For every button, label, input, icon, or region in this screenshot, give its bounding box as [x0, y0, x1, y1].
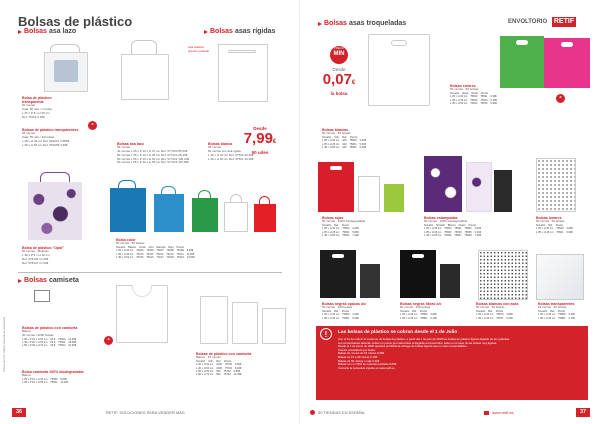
product-line: 60 micras con asa rígida [208, 149, 241, 153]
table-header: Tamaño Blanco Verde Azul Naranja Rojo Precio [116, 246, 184, 249]
footer-stores: 50 TIENDAS EN ESPAÑA [310, 410, 365, 415]
note-rigid: Asa plástico presión pulsado [188, 45, 210, 53]
product-image-tshirt-bag-large [112, 285, 172, 345]
product-line: 25 micras [22, 131, 36, 136]
cart-icon [484, 411, 489, 415]
table-header: Tamaño Ref. Precio [476, 310, 504, 313]
product-p6 [116, 238, 296, 259]
warning-icon: ! [320, 328, 332, 340]
table-row: L 45 x H 55 cm 75814 75815 6,99€ [450, 101, 497, 105]
brand-logo: RETIF [553, 18, 575, 25]
product-title: Bolsas colores [450, 84, 476, 88]
footer-web[interactable]: www.retif.es [484, 410, 514, 415]
product-r6 [322, 302, 397, 320]
table-header: Tamaño Ref. Precio [538, 310, 566, 313]
price-label: Desde [253, 126, 267, 131]
product-image-white-bag-lazo [117, 40, 173, 102]
product-p3 [117, 142, 190, 165]
product-title: Bolsas rojas [322, 216, 344, 220]
product-line: 50 micras · 50 bolsas [116, 241, 145, 246]
product-line: 50 micras · 50 bolsas [476, 305, 505, 310]
right-page [300, 0, 600, 424]
table-row: L 35 x H 40 cm 75210 75211 75212 75213 75214 11,90€ [116, 252, 195, 256]
notice-line: Bolsas de 50 micras o más 0,10€ [338, 358, 380, 363]
table-header: Tamaño Ref. Precio [322, 224, 350, 227]
product-title: Bolsas blanca [208, 142, 233, 146]
notice-title: Las bolsas de plástico se cobran desde el 1 de Julio [338, 330, 458, 335]
product-title: Bolsas lunares [536, 216, 562, 220]
product-r3 [322, 216, 407, 237]
product-line: 50 micras · 50 bolsas [536, 219, 565, 224]
product-line: L 25 x P 8 x H 35 cm [22, 111, 50, 115]
table-header: Tamaño Rosa Verde Precio [450, 92, 489, 95]
product-line: Ref. 75112 6,35€ [22, 114, 45, 119]
product-line: L 38 x P 5 x H 40 cm [22, 253, 50, 257]
table-row: L 25 x H 30 cm 75810 75811 3,99€ [450, 95, 497, 99]
product-image-transparent-bag-r [536, 254, 584, 300]
product-title: Bolsas negras opacas o/c [322, 302, 367, 306]
table-row: L 35 x H 45 cm 75833 75834 75835 6,40€ [424, 230, 482, 234]
eco-badge-icon: ♻ [556, 94, 565, 103]
product-line: 50 micras L 50 x P 10 x H 50 cm Ref. 577222 105,20€ [117, 156, 190, 161]
product-line: 50 micras L 35 x P 10 x H 45 cm Ref. 577221 95,30€ [117, 152, 188, 157]
sale-price [318, 67, 360, 96]
price-unit: € [272, 139, 277, 145]
product-line: 50 micras [117, 145, 131, 150]
page-title: Bolsas de plástico [18, 14, 133, 29]
product-image-red-bags [318, 162, 408, 214]
table-row: L 35 x H 45 cm 100 75801 5,30€ [322, 142, 367, 146]
table-row: L 35 x H 45 cm 75881 4,70€ [538, 316, 575, 320]
product-p5 [22, 246, 97, 265]
product-line: 50 micras · 100% biodegradable [322, 219, 366, 224]
product-line: L 30 x H 40 cm Ref. 67500 30,40€ [208, 152, 254, 157]
footer-text: RETIF, SOLUCIONES PARA VENDER MÁS [106, 410, 185, 415]
notice-line: Con el fin de reducir el consumo de bolsas de plástico, a partir del 1 de julio de 2018 las bolsas de plástico ligeras dejarán de ser gratuitas. [338, 337, 510, 341]
product-line: L 40 x H 50 cm Ref. 67501 36,90€ [208, 156, 254, 161]
product-image-opal-bag [26, 172, 84, 242]
table-row: L 45 x H 55 cm 75822 7,40€ [322, 233, 359, 237]
product-title: Bolsas blancas con asas [476, 302, 519, 306]
product-title: Bolsa color [116, 238, 136, 242]
notice-line: Bolsas de menos de 15 micras 0,05€ [338, 351, 385, 356]
product-p7 [22, 326, 107, 348]
table-row: L 45 x H 50 cm 75215 75216 75217 75218 75219 14,50€ [116, 255, 195, 259]
product-image-polka-bag [536, 158, 576, 212]
notice-line: Precios orientativos por bolsa: [338, 347, 376, 352]
product-p9 [196, 352, 291, 376]
table-row: L 45 x H 55 cm 100 75802 6,90€ [322, 145, 367, 149]
table-row: L 35 x H 45 cm 75841 5,90€ [536, 230, 573, 234]
product-line: Caja: 50 uds. / 1 bolsa [22, 107, 52, 112]
sale-badge [330, 46, 348, 64]
table-row: L 25 x H 30 cm 75820 4,20€ [322, 227, 359, 231]
product-line: 35 micras [208, 145, 222, 150]
price-sub: 50 udes [251, 150, 269, 155]
price-unit: € [351, 80, 356, 86]
table-row: L 25 x P 10 x H 40 cm 75650 8,60€ [22, 378, 67, 381]
section-asa-lazo: Bolsas asa lazo [18, 28, 76, 35]
table-header: Tamaño Uds. Ref. Precio [196, 360, 232, 363]
product-line: 40 micras L 25 x P 10 x H 37 cm Ref. 577220 85,90€ [117, 149, 188, 153]
table-row: L 35 x H 45 cm 75812 75813 5,49€ [450, 98, 497, 102]
product-r8 [476, 302, 538, 320]
table-row: L 25 x H 30 cm 75870 3,80€ [476, 313, 513, 317]
product-line: 30 micras / 2000 bolsas [22, 333, 54, 337]
product-image-white-handle-bag [478, 250, 528, 300]
table-row: L 35 x H 45 cm 75871 5,20€ [476, 316, 513, 320]
section-arrow-icon [18, 30, 22, 34]
product-line: L 35 x H 45 cm Ref. 591001 2,985€ [22, 138, 70, 143]
product-title: Bolsas de plástico transparentes [22, 128, 79, 132]
product-line: 50 micras · 50 bolsas [450, 87, 479, 92]
eco-badge-icon: ♻ [88, 121, 97, 130]
table-row: L 35 x P 15 x H 55 cm 75651 11,40€ [22, 381, 69, 385]
product-p8 [22, 370, 107, 385]
product-title: Bolsas asa lazo [117, 142, 144, 146]
table-header: Tamaño Morado Blanco Negro Precio [424, 224, 476, 227]
eco-badge-icon: ♻ [104, 336, 113, 345]
table-row: L 40 x P 20 x H 60 cm 25 € 75601 18,90€ [22, 341, 77, 345]
product-line: 25 micras · 50 bolsas [538, 305, 567, 310]
location-pin-icon [310, 410, 315, 415]
table-row: L 25 x H 30 cm 75205 75206 75207 75208 75209 8,90€ [116, 249, 194, 253]
product-line: L 45 x H 55 cm Ref. 591005 3,99€ [22, 142, 68, 147]
price-offer [238, 126, 282, 155]
product-image-color-bags [110, 178, 290, 234]
table-row: L 40 x H 50 cm 1000 75701 8,20€ [196, 366, 242, 370]
table-row: L 25 x H 30 cm 75850 4,20€ [322, 313, 359, 317]
section-camiseta: Bolsas camiseta [18, 277, 79, 284]
product-line: 50 micras · 100% biodegradable [424, 219, 468, 224]
product-line: 50 micras · 100 bolsas [400, 305, 431, 310]
product-title: Bolsas transparentes [538, 302, 575, 306]
table-row: L 25 x H 30 cm 75830 75831 75832 4,90€ [424, 227, 482, 231]
table-row: L 35 x H 45 cm 75821 5,80€ [322, 230, 359, 234]
notice-body [338, 338, 582, 370]
product-line: 60 micras L 55 x P 10 x H 55 cm Ref. 577223 115,60€ [117, 160, 189, 165]
table-row: L 25 x H 30 cm 75840 4,50€ [536, 227, 573, 231]
price-sub: la bolsa [330, 91, 348, 96]
product-image-black-bags [320, 250, 382, 300]
divider [18, 272, 282, 273]
side-legal-text: Precios sin IVA. Válidos hasta fin de existencias [3, 316, 6, 372]
section-asas-troqueladas: Bolsas asas troqueladas [318, 20, 406, 27]
table-row: L 30 x P 15 x H 50 cm 20 € 75600 14,90€ [22, 337, 77, 341]
notice-line: Bolsas con un 50% de material reciclado 0,05€ [338, 362, 397, 367]
price-value: 0,07 [322, 71, 352, 88]
rigid-handle [228, 50, 256, 53]
product-line: 50 micras · 50 bolsas [322, 131, 351, 136]
section-arrow-icon [318, 22, 322, 26]
product-line: Ref. 578137 17,00€ [22, 260, 49, 265]
notice-panel [316, 326, 588, 400]
table-header: Tamaño Ref. Precio [400, 310, 428, 313]
product-line: Blanco [22, 329, 32, 334]
table-header: Tamaño Ref. Precio [322, 310, 350, 313]
product-line: Ref. 578136 14,40€ [22, 256, 49, 261]
product-r9 [538, 302, 596, 320]
table-row: L 35 x H 45 cm 75861 6,10€ [400, 316, 437, 320]
product-image-transparent-bag [40, 44, 92, 94]
header-label: ENVOLTORIO [508, 19, 548, 25]
table-row: L 30 x H 40 cm 1000 75700 6,50€ [196, 363, 242, 367]
sale-big: MIN [333, 51, 345, 57]
table-row: L 25 x H 30 cm 100 75800 3,90€ [322, 139, 367, 143]
notice-line: Desde el 1 de enero de 2020 quedará prohibida la entrega de bolsas ligeras que no sean compostables. [338, 344, 468, 349]
product-title: Bolsas de plástico con camiseta [196, 352, 252, 356]
price-label: Desde [332, 67, 346, 72]
product-line: Caja: 50 uds / 10 bolsas [22, 135, 55, 139]
product-image-tshirt-bags [200, 290, 290, 345]
page-number: 36 [12, 408, 26, 417]
table-row: L 25 x H 30 cm 75860 4,60€ [400, 313, 437, 317]
table-row: L 35 x H 45 cm 75851 5,60€ [322, 316, 359, 320]
table-row: L 25 x H 30 cm 75880 3,40€ [538, 313, 575, 317]
product-line: Blanco [22, 373, 32, 378]
product-image-black-fiber-bags [400, 250, 462, 300]
section-arrow-icon [204, 30, 208, 34]
product-image-color-diecut [444, 36, 594, 88]
product-r4 [424, 216, 519, 237]
product-line: Blanco · 15 micras [196, 355, 221, 360]
product-p1 [22, 96, 82, 120]
sale-small: PRECIO [334, 47, 344, 50]
table-header: Tamaño Ref. Precio [536, 224, 564, 227]
table-row: L 50 x P 25 x H 70 cm 30 € 75602 22,90€ [22, 344, 77, 348]
product-title: Bolsa de plástico transparente [22, 96, 52, 105]
product-line: 60 micras [22, 103, 36, 108]
product-r1 [322, 128, 412, 149]
page-number: 37 [576, 408, 590, 417]
product-title: Bolsas estampadas [424, 216, 458, 220]
product-r7 [400, 302, 475, 320]
product-title: Bolsas de plástico con camiseta [22, 326, 78, 330]
product-r2 [450, 84, 540, 105]
table-row: L 45 x H 55 cm 75836 75837 75838 7,90€ [424, 233, 482, 237]
product-r5 [536, 216, 596, 234]
product-title: Bolsa de plástico "Opal" [22, 246, 64, 250]
product-title: Bolsa camiseta 100% biodegradable [22, 370, 84, 374]
section-arrow-icon [18, 279, 22, 283]
notice-line: Consulte la normativa vigente en www.retif.es [338, 365, 395, 370]
notice-line: Bolsas de 15 a 49 micras 0,15€ [338, 354, 378, 359]
recycle-icon [34, 290, 50, 302]
table-row: L 50 x H 60 cm 500 75702 9,80€ [196, 369, 241, 373]
product-image-patterned-bags [424, 156, 514, 214]
table-header: Tamaño Uds. Ref. Precio [322, 136, 358, 139]
section-asas-rigidas: Bolsas asas rígidas [204, 28, 275, 35]
price-value: 7,99 [243, 130, 273, 147]
product-image-white-diecut [368, 34, 430, 108]
notice-line: Los comerciantes deberán cobrar un precio por cada bolsa entregada al consumidor, salvo en el caso de las bolsas muy ligeras. [338, 340, 498, 345]
product-line: 60 micras · Multiuso [22, 249, 49, 254]
product-line: 50 micras · 100 bolsas [322, 305, 353, 310]
product-title: Bolsas blancas [322, 128, 349, 132]
product-title: Bolsas negras fibras o/c [400, 302, 442, 306]
product-p2 [22, 128, 122, 147]
table-row: L 60 x H 70 cm 500 75703 12,40€ [196, 373, 242, 377]
